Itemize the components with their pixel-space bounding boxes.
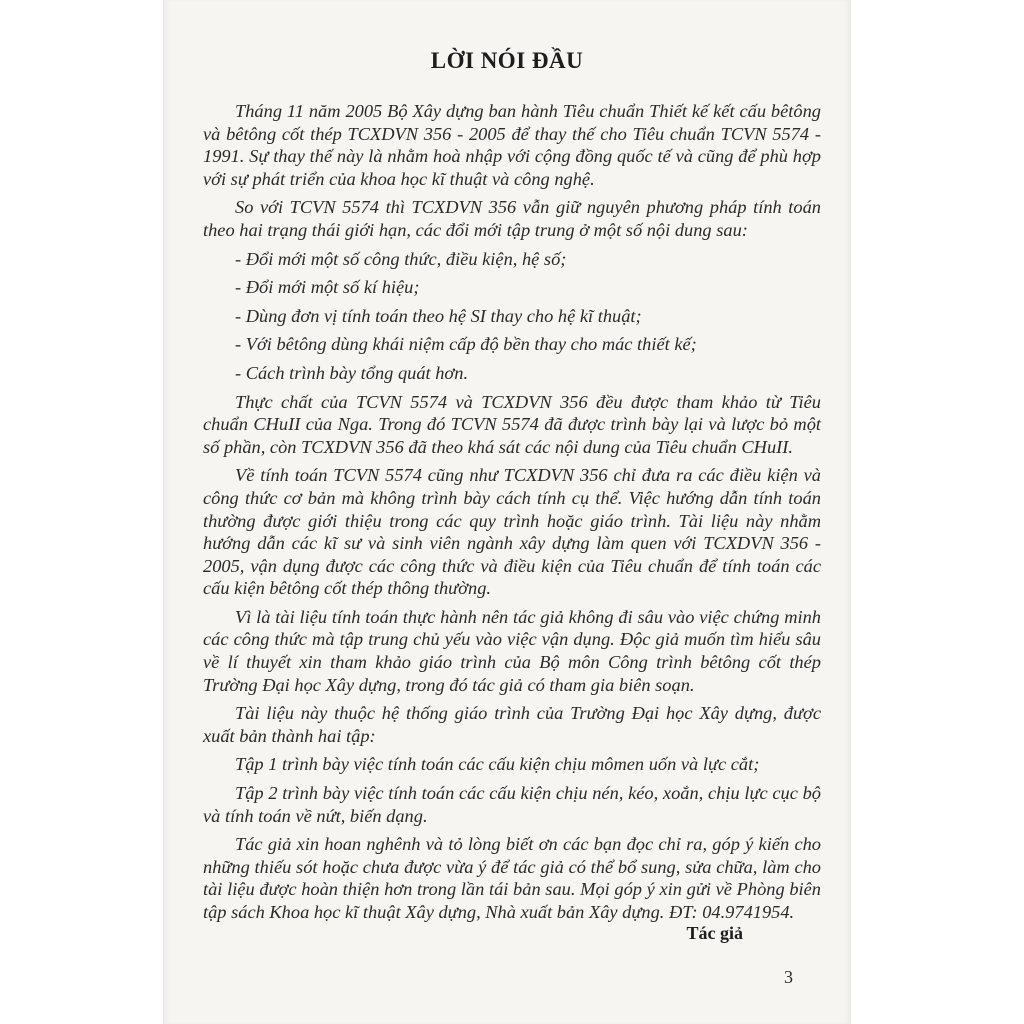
paragraph-origin: Thực chất của TCVN 5574 và TCXDVN 356 đều được tham khảo từ Tiêu chuẩn CHuII của Nga. Trong đó TCVN 5574 đã được trình bày lại và lược bỏ một số phần, còn TCXDVN 356 đã theo khá sát các nội dung của Tiêu chuẩn CHuII. [203,391,821,457]
paragraph-comparison: So với TCVN 5574 thì TCXDVN 356 vẫn giữ nguyên phương pháp tính toán theo hai trạng thái giới hạn, các đổi mới tập trung ở một số nội dung sau: [203,197,821,240]
paragraph-intro: Tháng 11 năm 2005 Bộ Xây dựng ban hành Tiêu chuẩn Thiết kế kết cấu bêtông và bêtông cốt thép TCXDVN 356 - 2005 để thay thế cho Tiêu chuẩn TCVN 5574 - 1991. Sự thay thế này là nhằm hoà nhập với cộng đồng quốc tế và cũng để phù hợp với sự phát triển của khoa học kĩ thuật và công nghệ. [203,101,821,189]
paragraph-calculation: Về tính toán TCVN 5574 cũng như TCXDVN 356 chỉ đưa ra các điều kiện và công thức cơ bản mà không trình bày cách tính cụ thể. Việc hướng dẫn tính toán thường được giới thiệu trong các quy trình hoặc giáo trình. Tài liệu này nhằm hướng dẫn các kĩ sư và sinh viên ngành xây dựng làm quen với TCXDVN 356 - 2005, vận dụng được các công thức và điều kiện của Tiêu chuẩn để tính toán các cấu kiện bêtông cốt thép thông thường. [203,465,821,599]
book-page [163,0,851,1024]
paragraph-volume-1: Tập 1 trình bày việc tính toán các cấu kiện chịu mômen uốn và lực cắt; [235,754,760,775]
list-item: - Cách trình bày tổng quát hơn. [235,362,469,383]
list-item: - Dùng đơn vị tính toán theo hệ SI thay cho hệ kĩ thuật; [235,305,642,326]
paragraph-feedback: Tác giả xin hoan nghênh và tỏ lòng biết ơn các bạn đọc chỉ ra, góp ý kiến cho những thiếu sót hoặc chưa được vừa ý để tác giả có thể bổ sung, sửa chữa, làm cho tài liệu được hoàn thiện hơn trong lần tái bản sau. Mọi góp ý xin gửi về Phòng biên tập sách Khoa học kĩ thuật Xây dựng, Nhà xuất bản Xây dựng. ĐT: 04.9741954. [203,834,821,922]
list-item: - Đổi mới một số công thức, điều kiện, hệ số; [235,248,567,269]
paragraph-practice: Vì là tài liệu tính toán thực hành nên tác giả không đi sâu vào việc chứng minh các công thức mà tập trung chủ yếu vào việc vận dụng. Độc giả muốn tìm hiểu sâu về lí thuyết xin tham khảo giáo trình của Bộ môn Công trình bêtông cốt thép Trường Đại học Xây dựng, trong đó tác giả có tham gia biên soạn. [203,606,821,695]
paragraph-series: Tài liệu này thuộc hệ thống giáo trình của Trường Đại học Xây dựng, được xuất bản thành hai tập: [203,703,821,746]
page-title: LỜI NÓI ĐẦU [430,48,584,73]
paragraph-volume-2: Tập 2 trình bày việc tính toán các cấu kiện chịu nén, kéo, xoắn, chịu lực cục bộ và tính toán về nứt, biến dạng. [203,783,821,826]
list-item: - Đổi mới một số kí hiệu; [235,277,420,298]
body-text [203,100,821,930]
list-item: - Với bêtông dùng khái niệm cấp độ bền thay cho mác thiết kế; [235,334,697,355]
page-number: 3 [784,967,793,987]
author-signature: Tác giả [686,923,743,943]
